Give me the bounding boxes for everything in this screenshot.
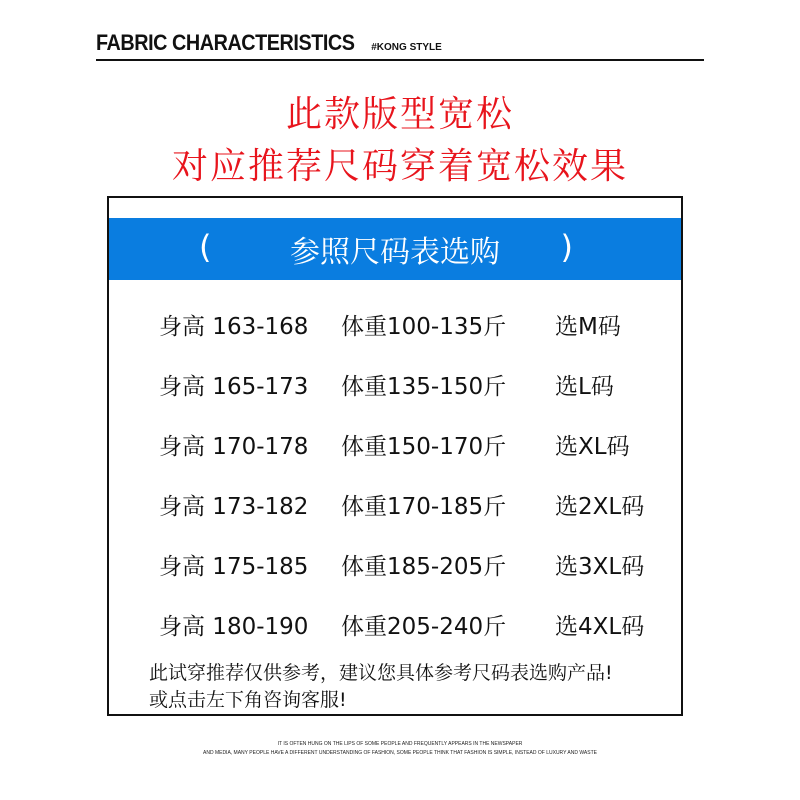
page-header (96, 30, 442, 56)
height-range: 身高 173-182 (159, 494, 309, 520)
header-tag: #KONG STYLE (371, 42, 442, 53)
size-row (109, 296, 681, 356)
disclaimer-note (149, 660, 613, 714)
size-pick: 选XL码 (555, 434, 630, 460)
header-title: FABRIC CHARACTERISTICS (96, 30, 355, 55)
size-row (109, 416, 681, 476)
weight-range: 体重205-240斤 (341, 614, 507, 640)
size-row (109, 596, 681, 656)
height-range: 身高 165-173 (159, 374, 309, 400)
footer-text-line-2: AND MEDIA, MANY PEOPLE HAVE A DIFFERENT UNDERSTANDING OF FASHION, SOME PEOPLE THINK THAT FASHION IS SIMPLE, INSTEAD OF LUXURY AND WASTE (203, 750, 597, 756)
size-row (109, 536, 681, 596)
height-range: 身高 175-185 (159, 554, 309, 580)
footer-text-line-1: IT IS OFTEN HUNG ON THE LIPS OF SOME PEOPLE AND FREQUENTLY APPEARS IN THE NEWSPAPER (277, 741, 523, 747)
header-divider (96, 59, 704, 61)
weight-range: 体重135-150斤 (341, 374, 507, 400)
banner-close-paren: ) (560, 228, 573, 266)
size-guide-banner (109, 218, 681, 280)
disclaimer-line-2: 或点击左下角咨询客服! (149, 689, 347, 711)
banner-text: 参照尺码表选购 (290, 235, 500, 270)
size-rows (109, 296, 681, 656)
weight-range: 体重100-135斤 (341, 314, 507, 340)
size-pick: 选3XL码 (555, 554, 645, 580)
size-pick: 选4XL码 (555, 614, 645, 640)
weight-range: 体重170-185斤 (341, 494, 507, 520)
size-guide-box (107, 196, 683, 716)
size-row (109, 356, 681, 416)
size-row (109, 476, 681, 536)
height-range: 身高 170-178 (159, 434, 309, 460)
headline-line-1: 此款版型宽松 (285, 94, 514, 135)
disclaimer-line-1: 此试穿推荐仅供参考，建议您具体参考尺码表选购产品! (149, 662, 613, 684)
size-pick: 选2XL码 (555, 494, 645, 520)
height-range: 身高 180-190 (159, 614, 309, 640)
size-pick: 选L码 (555, 374, 614, 400)
weight-range: 体重150-170斤 (341, 434, 507, 460)
banner-open-paren: ( (199, 228, 212, 266)
headline-line-2: 对应推荐尺码穿着宽松效果 (171, 146, 628, 187)
size-pick: 选M码 (555, 314, 621, 340)
weight-range: 体重185-205斤 (341, 554, 507, 580)
height-range: 身高 163-168 (159, 314, 309, 340)
